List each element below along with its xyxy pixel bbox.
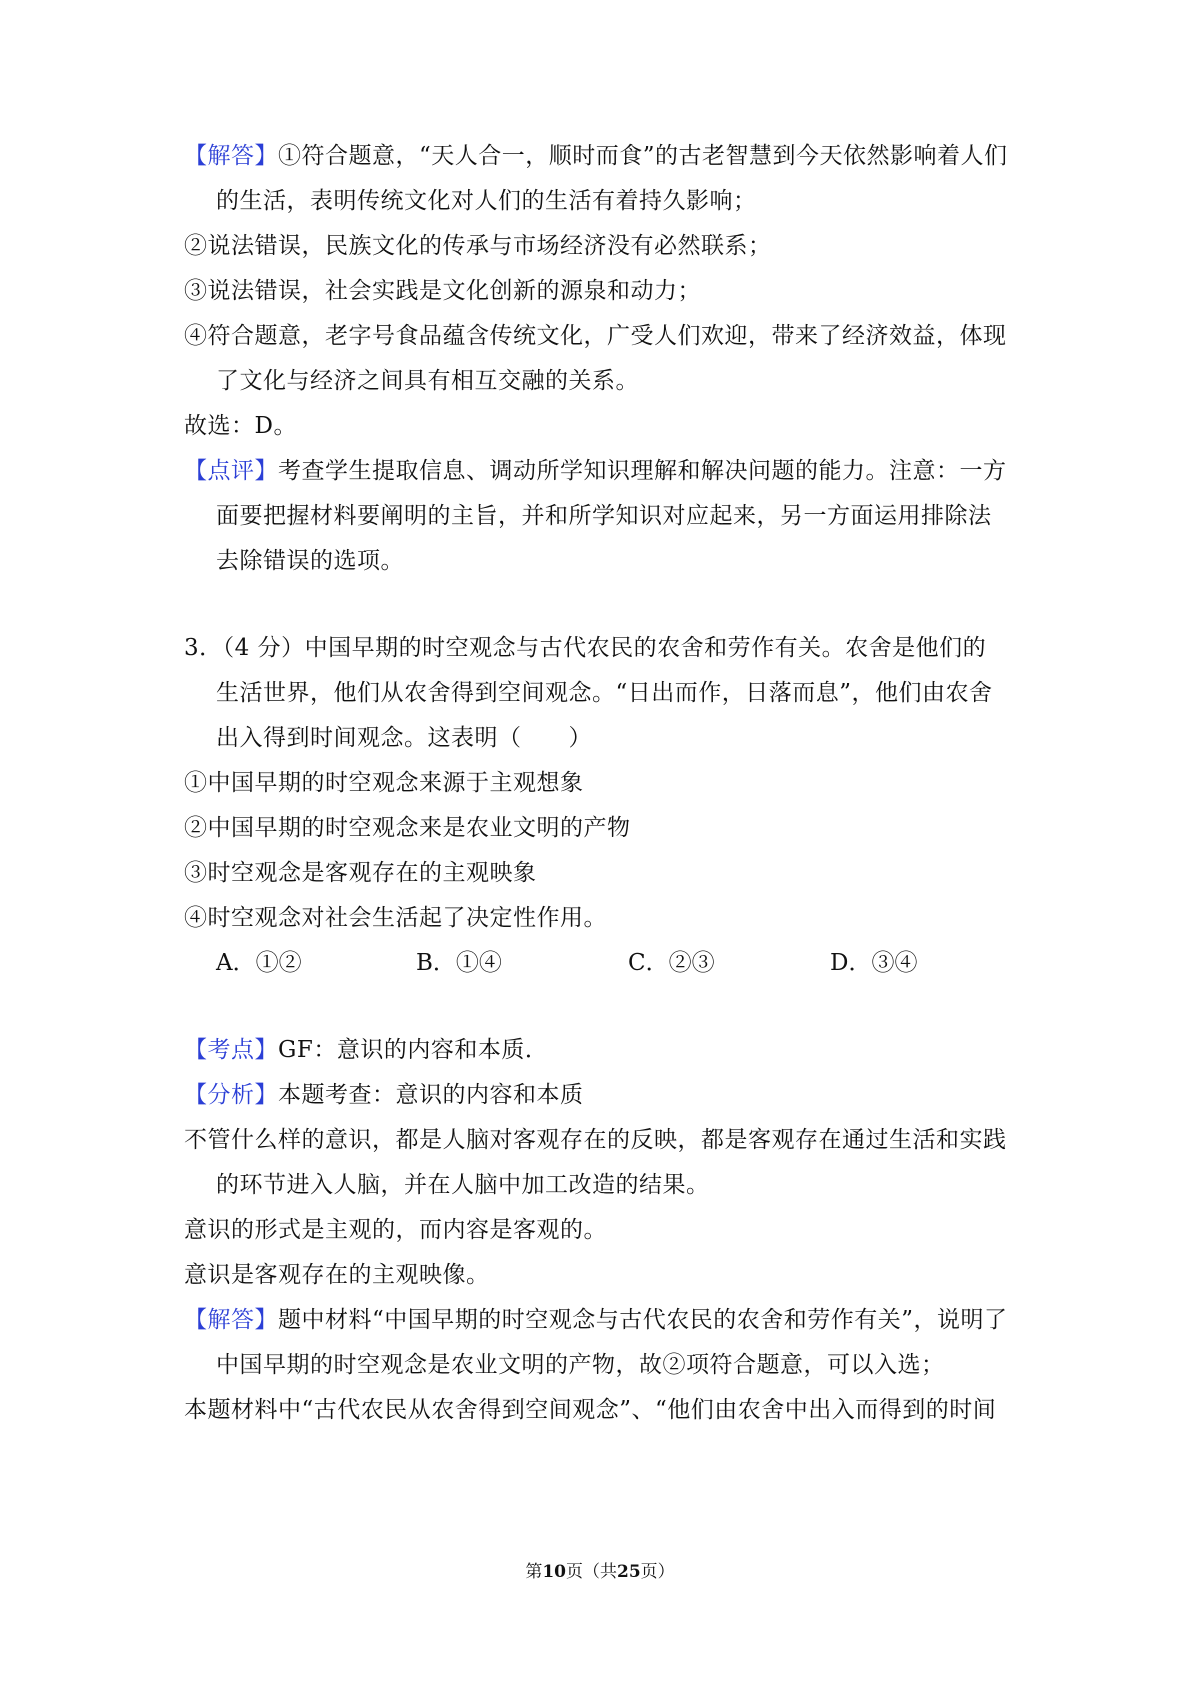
option-d: D．③④ xyxy=(830,950,918,976)
analysis-line: 【分析】本题考查：意识的内容和本质 xyxy=(184,1082,584,1108)
answer-item-4-line-2: 了文化与经济之间具有相互交融的关系。 xyxy=(216,368,639,394)
answer-choice: 故选：D。 xyxy=(184,413,297,439)
question-3-item-1: ①中国早期的时空观念来源于主观想象 xyxy=(184,770,584,796)
answer-tag: 【解答】 xyxy=(184,143,278,169)
analysis-para-2: 意识的形式是主观的，而内容是客观的。 xyxy=(184,1217,607,1243)
analysis-para-1-line-1: 不管什么样的意识，都是人脑对客观存在的反映，都是客观存在通过生活和实践 xyxy=(184,1127,1007,1153)
comment-line-1: 【点评】考查学生提取信息、调动所学知识理解和解决问题的能力。注意：一方 xyxy=(184,458,1007,484)
answer-line-1: 【解答】①符合题意，“天人合一，顺时而食”的古老智慧到今天依然影响着人们 xyxy=(184,143,1008,169)
answer-item-4-line-1: ④符合题意，老字号食品蕴含传统文化，广受人们欢迎，带来了经济效益，体现 xyxy=(184,323,1007,349)
analysis-tag: 【分析】 xyxy=(184,1082,278,1108)
question-3-item-3: ③时空观念是客观存在的主观映象 xyxy=(184,860,537,886)
option-b: B．①④ xyxy=(416,950,502,976)
page-total: 25 xyxy=(617,1562,641,1582)
answer-item-2: ②说法错误，民族文化的传承与市场经济没有必然联系； xyxy=(184,233,772,259)
answer-2-line-1: 【解答】题中材料“中国早期的时空观念与古代农民的农舍和劳作有关”，说明了 xyxy=(184,1307,1008,1333)
question-3-item-4: ④时空观念对社会生活起了决定性作用。 xyxy=(184,905,607,931)
answer-2-line-3: 本题材料中“古代农民从农舍得到空间观念”、“他们由农舍中出入而得到的时间 xyxy=(184,1397,997,1423)
page-number: 10 xyxy=(542,1562,566,1582)
analysis-para-3: 意识是客观存在的主观映像。 xyxy=(184,1262,490,1288)
page-footer: 第10页（共25页） xyxy=(525,1562,675,1582)
comment-tag: 【点评】 xyxy=(184,458,278,484)
question-3-stem-line-2: 生活世界，他们从农舍得到空间观念。“日出而作，日落而息”，他们由农舍 xyxy=(216,680,993,706)
answer-tag-2: 【解答】 xyxy=(184,1307,278,1333)
analysis-para-1-line-2: 的环节进入人脑，并在人脑中加工改造的结果。 xyxy=(216,1172,710,1198)
option-c: C．②③ xyxy=(628,950,715,976)
option-a: A．①② xyxy=(216,950,302,976)
question-3-stem-line-3: 出入得到时间观念。这表明（ ） xyxy=(216,725,592,751)
point-line: 【考点】GF：意识的内容和本质． xyxy=(184,1037,549,1063)
comment-line-2: 面要把握材料要阐明的主旨，并和所学知识对应起来，另一方面运用排除法 xyxy=(216,503,992,529)
answer-line-2: 的生活，表明传统文化对人们的生活有着持久影响； xyxy=(216,188,757,214)
question-3-stem-line-1: 3．（4 分）中国早期的时空观念与古代农民的农舍和劳作有关。农舍是他们的 xyxy=(184,635,987,661)
comment-line-3: 去除错误的选项。 xyxy=(216,548,404,574)
point-tag: 【考点】 xyxy=(184,1037,278,1063)
answer-item-3: ③说法错误，社会实践是文化创新的源泉和动力； xyxy=(184,278,701,304)
question-3-item-2: ②中国早期的时空观念来是农业文明的产物 xyxy=(184,815,631,841)
answer-2-line-2: 中国早期的时空观念是农业文明的产物，故②项符合题意，可以入选； xyxy=(216,1352,945,1378)
